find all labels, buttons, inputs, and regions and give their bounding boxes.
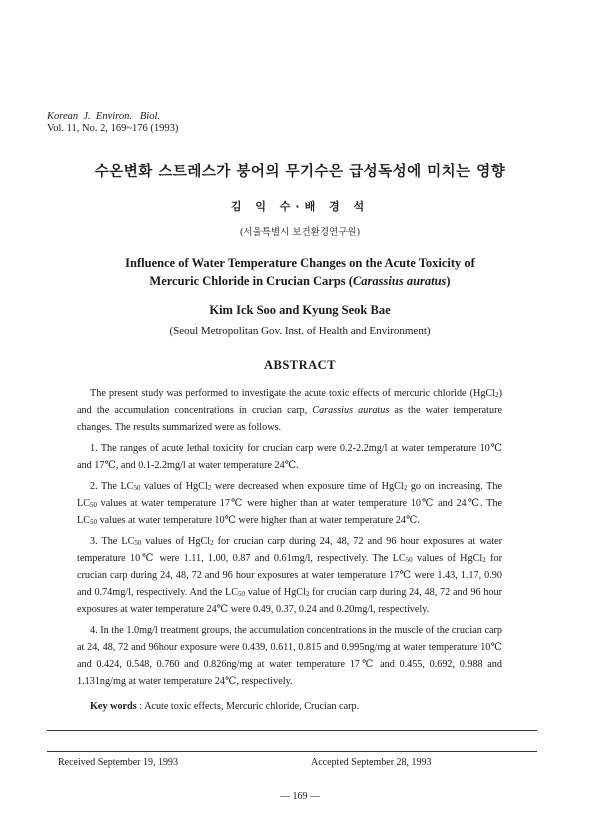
journal-name: Korean J. Environ. Biol. xyxy=(47,111,160,122)
english-affiliation: (Seoul Metropolitan Gov. Inst. of Health and Environment) xyxy=(169,325,431,337)
journal-citation xyxy=(47,111,178,135)
keywords xyxy=(90,701,359,712)
abstract-paragraph-1: 1. The ranges of acute lethal toxicity for crucian carp were 0.2-2.2mg/l at water temperature 10℃ and 17℃, and 0.1-2.2mg/l at water temperature 24℃. xyxy=(77,443,502,471)
korean-title: 수온변화 스트레스가 붕어의 무기수은 급성독성에 미치는 영향 xyxy=(94,164,506,180)
abstract-paragraph-4: 4. In the 1.0mg/l treatment groups, the accumulation concentrations in the muscle of the crucian carp at 24, 48, 72 and 96hour exposure were 0.439, 0.611, 0.815 and 0.995ng/mg at water temperature 10℃ and 0.424, 0.548, 0.760 and 0.826ng/mg at water temperature 17℃ and 0.455, 0.692, 0.988 and 1.131ng/mg at water temperature 24℃, respectively. xyxy=(77,625,502,687)
korean-affiliation: (서울특별시 보건환경연구원) xyxy=(239,227,361,238)
accepted-date: Accepted September 28, 1993 xyxy=(311,757,432,768)
abstract-paragraph-2: 2. The $LC_{50}$ values of HgCl$_2$ were decreased when exposure time of HgCl$_2$ go on increasing. The $LC_{50}$ values at water temperature 17℃ were higher than at water temperature 10℃ and 24℃. The $LC_{50}$ values at water temperature 10℃ were higher than at water temperature 24℃. xyxy=(77,481,502,526)
keywords-text: : Acute toxic effects, Mercuric chloride, Crucian carp. xyxy=(139,701,360,712)
footer-rule-bottom xyxy=(47,751,537,752)
abstract-paragraph-intro: The present study was performed to investigate the acute toxic effects of mercuric chloride (HgCl$_2$) and the accumulation concentrations in crucian carp, Carassius auratus as the water temperature changes. The results summarized were as follows. xyxy=(77,388,503,433)
english-title-line1: Influence of Water Temperature Changes on the Acute Toxicity of xyxy=(125,256,475,270)
journal-volume: Vol. 11, No. 2, 169~176 (1993) xyxy=(47,123,179,134)
abstract-paragraph-3: 3. The $LC_{50}$ values of HgCl$_2$ for crucian carp during 24, 48, 72 and 96 hour exposures at water temperature 10℃ were 1.11, 1.00, 0.87 and 0.61mg/l, respectively. The $LC_{50}$ values of HgCl$_2$ for crucian carp during 24, 48, 72 and 96 hour exposures at water temperature 17℃ were 1.43, 1.17, 0.90 and 0.74mg/l, respectively. And the $LC_{50}$ value of HgCl$_2$ for crucian carp during 24, 48, 72 and 96 hour exposures at water temperature 24℃ were 0.49, 0.37, 0.24 and 0.20mg/l, respectively. xyxy=(77,536,503,615)
english-title xyxy=(60,254,540,290)
english-authors: Kim Ick Soo and Kyung Seok Bae xyxy=(209,303,391,317)
english-title-line2: Mercuric Chloride in Crucian Carps (Carassius auratus) xyxy=(149,274,451,288)
abstract-heading: ABSTRACT xyxy=(263,358,337,372)
abstract-body xyxy=(77,385,502,694)
keywords-label: Key words xyxy=(90,701,137,712)
korean-authors: 김 익 수·배 경 석 xyxy=(230,200,370,213)
species-name: Carassius auratus xyxy=(352,274,447,288)
page-number: — 169 — xyxy=(280,791,320,802)
received-date: Received September 19, 1993 xyxy=(58,757,178,768)
footer-rule-top xyxy=(47,730,537,731)
